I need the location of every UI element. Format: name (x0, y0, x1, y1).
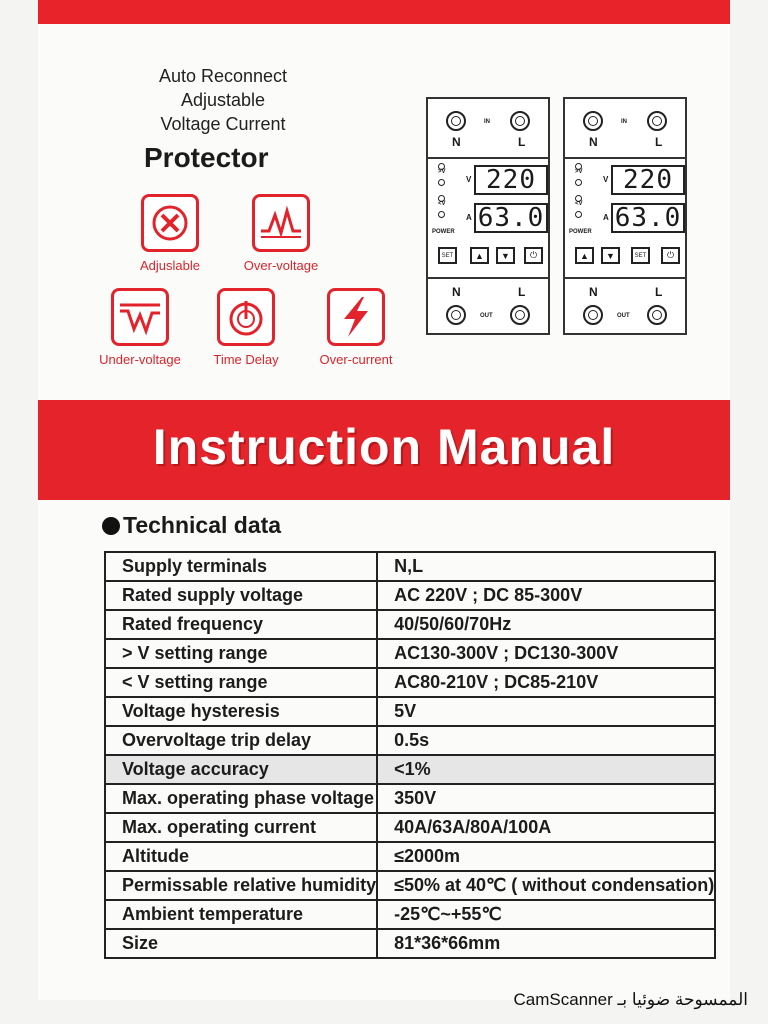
feature-over-voltage (236, 194, 326, 273)
x-mark-icon (141, 194, 199, 252)
feature-label: Over-voltage (243, 258, 319, 273)
power-button[interactable]: ⏻ (524, 247, 543, 264)
output-terminal-block (428, 277, 548, 335)
spec-value: 40A/63A/80A/100A (377, 813, 715, 842)
n-label: N (452, 135, 461, 149)
spec-value: 81*36*66mm (377, 929, 715, 958)
lightning-icon (327, 288, 385, 346)
out-label: OUT (617, 313, 630, 319)
table-row (105, 842, 715, 871)
spec-value: AC80-210V ; DC85-210V (377, 668, 715, 697)
terminal-screw-icon (647, 305, 667, 325)
spec-value: ≤50% at 40℃ ( without condensation) (377, 871, 715, 900)
down-button[interactable]: ▼ (496, 247, 515, 264)
voltage-unit: V (466, 175, 472, 184)
feature-label: Adjuslable (140, 258, 200, 273)
technical-data-table (104, 551, 716, 959)
banner-title: Instruction Manual (152, 419, 616, 475)
l-label: L (655, 285, 663, 299)
table-row (105, 871, 715, 900)
current-display: 63.0 (474, 203, 548, 233)
timer-icon (217, 288, 275, 346)
set-button[interactable]: SET (438, 247, 457, 264)
spec-value: 5V (377, 697, 715, 726)
current-display: 63.0 (611, 203, 685, 233)
top-red-band (38, 0, 730, 24)
terminal-screw-icon (647, 111, 667, 131)
spec-value: ≤2000m (377, 842, 715, 871)
table-row (105, 697, 715, 726)
led-over-label: >V (575, 169, 583, 175)
table-row (105, 929, 715, 958)
spec-value: N,L (377, 552, 715, 581)
table-row (105, 900, 715, 929)
terminal-screw-icon (446, 305, 466, 325)
spec-value: -25℃~+55℃ (377, 900, 715, 929)
table-row (105, 755, 715, 784)
l-label: L (655, 135, 663, 149)
spec-key: Max. operating phase voltage (105, 784, 377, 813)
in-label: IN (484, 119, 490, 125)
led-under-label: <V (575, 201, 583, 207)
voltage-display: 220 (474, 165, 548, 195)
terminal-screw-icon (583, 305, 603, 325)
feature-time-delay (206, 288, 286, 367)
feature-adjustable (132, 194, 208, 273)
spec-key: Voltage accuracy (105, 755, 377, 784)
over-voltage-wave-icon (252, 194, 310, 252)
spec-key: Rated supply voltage (105, 581, 377, 610)
spec-key: Max. operating current (105, 813, 377, 842)
voltage-display: 220 (611, 165, 685, 195)
n-label: N (589, 285, 598, 299)
spec-key: Altitude (105, 842, 377, 871)
input-terminal-block (428, 99, 548, 159)
voltage-unit: V (603, 175, 609, 184)
section-heading (102, 512, 281, 539)
instruction-banner (38, 400, 730, 500)
power-label: POWER (569, 229, 592, 235)
out-label: OUT (480, 313, 493, 319)
down-button[interactable]: ▼ (601, 247, 620, 264)
l-label: L (518, 135, 526, 149)
feature-under-voltage (90, 288, 190, 367)
feature-label: Over-current (319, 352, 393, 367)
led-over-label: >V (438, 169, 446, 175)
brand-line-1: Auto Reconnect (158, 66, 288, 86)
led-indicator (575, 179, 582, 186)
under-voltage-wave-icon (111, 288, 169, 346)
spec-value: 40/50/60/70Hz (377, 610, 715, 639)
section-title: Technical data (123, 512, 282, 538)
n-label: N (452, 285, 461, 299)
l-label: L (518, 285, 526, 299)
spec-key: Rated frequency (105, 610, 377, 639)
feature-over-current (310, 288, 402, 367)
spec-key: Supply terminals (105, 552, 377, 581)
scanner-watermark: CamScanner الممسوحة ضوئيا بـ (513, 990, 748, 1009)
in-label: IN (621, 119, 627, 125)
table-row (105, 581, 715, 610)
spec-value: 0.5s (377, 726, 715, 755)
product-name: Protector (144, 142, 269, 173)
brand-block (118, 64, 328, 174)
terminal-screw-icon (583, 111, 603, 131)
feature-label: Under-voltage (99, 352, 181, 367)
feature-label: Time Delay (213, 352, 279, 367)
spec-value: 350V (377, 784, 715, 813)
input-terminal-block (565, 99, 685, 159)
terminal-screw-icon (510, 111, 530, 131)
spec-value: AC 220V ; DC 85-300V (377, 581, 715, 610)
terminal-screw-icon (446, 111, 466, 131)
spec-key: Overvoltage trip delay (105, 726, 377, 755)
power-button[interactable]: ⏻ (661, 247, 680, 264)
led-indicator (438, 211, 445, 218)
table-row (105, 552, 715, 581)
led-under-label: <V (438, 201, 446, 207)
current-unit: A (603, 213, 609, 222)
spec-key: Permissable relative humidity (105, 871, 377, 900)
spec-key: Voltage hysteresis (105, 697, 377, 726)
led-indicator (575, 211, 582, 218)
spec-key: Ambient temperature (105, 900, 377, 929)
table-row (105, 639, 715, 668)
up-button[interactable]: ▲ (575, 247, 594, 264)
device-front-1 (426, 97, 550, 335)
table-row (105, 726, 715, 755)
spec-key: < V setting range (105, 668, 377, 697)
n-label: N (589, 135, 598, 149)
spec-key: > V setting range (105, 639, 377, 668)
set-button[interactable]: SET (631, 247, 650, 264)
bullet-icon (102, 517, 120, 535)
power-label: POWER (432, 229, 455, 235)
table-row (105, 813, 715, 842)
up-button[interactable]: ▲ (470, 247, 489, 264)
spec-key: Size (105, 929, 377, 958)
brand-line-2: Adjustable (180, 90, 266, 110)
device-front-2 (563, 97, 687, 335)
current-unit: A (466, 213, 472, 222)
led-indicator (438, 179, 445, 186)
spec-value: <1% (377, 755, 715, 784)
terminal-screw-icon (510, 305, 530, 325)
table-row (105, 784, 715, 813)
brand-line-3: Voltage Current (160, 114, 286, 134)
table-row (105, 668, 715, 697)
table-row (105, 610, 715, 639)
output-terminal-block (565, 277, 685, 335)
spec-value: AC130-300V ; DC130-300V (377, 639, 715, 668)
